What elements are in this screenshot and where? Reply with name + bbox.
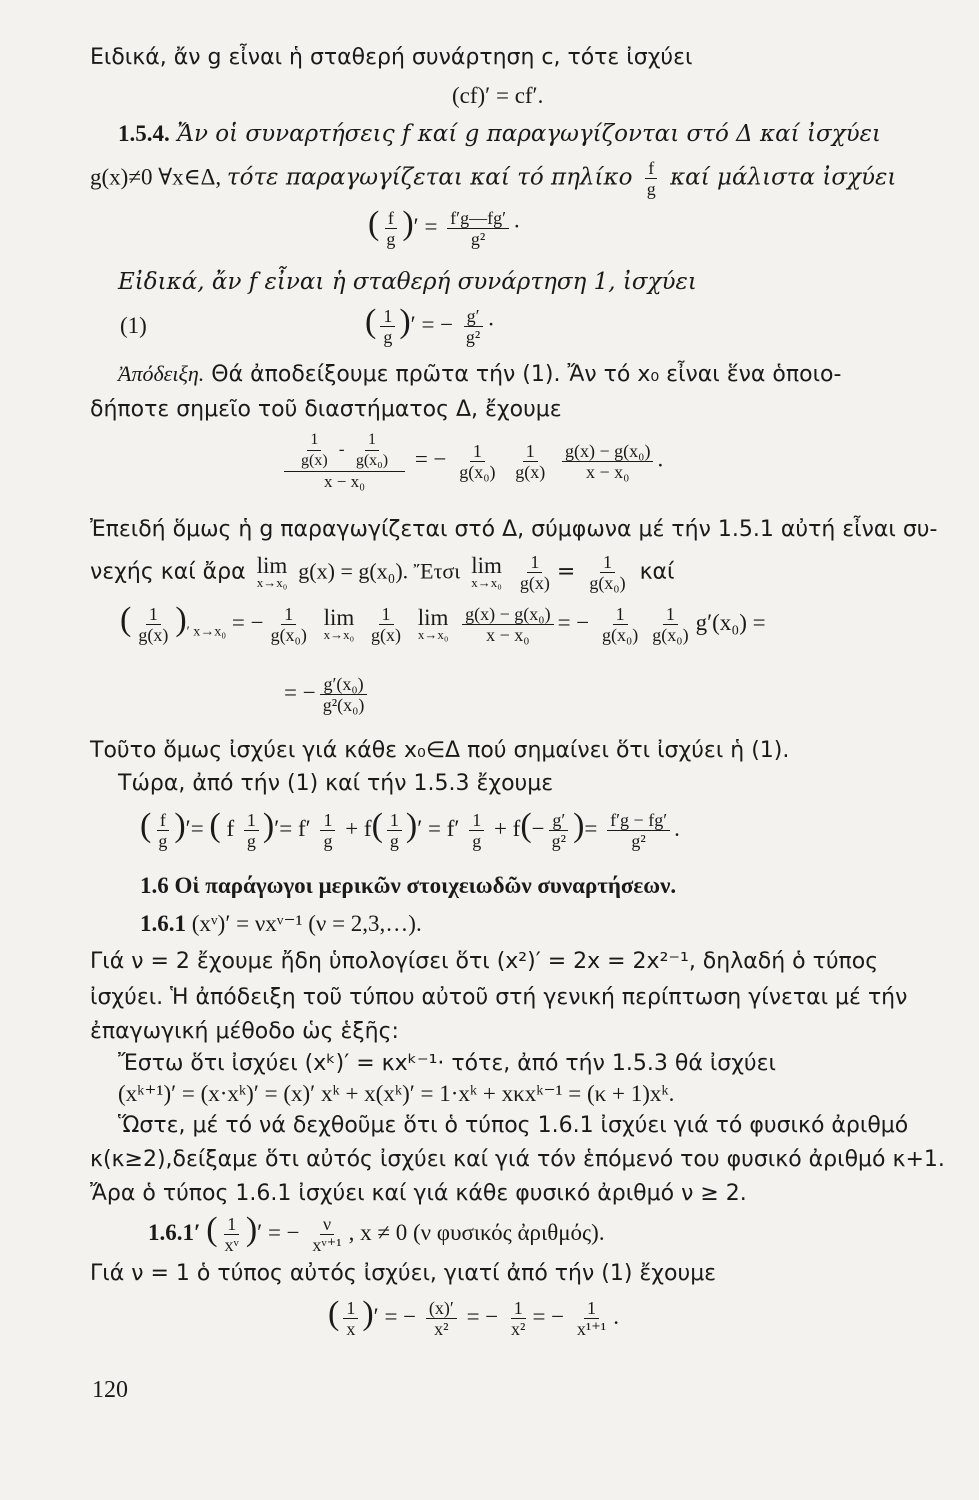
formula-1-6-1-prime: 1.6.1′ ( $\frac{1}{\text{xᵛ}}$ )′ = − $\frac{\nu}{\text{xᵛ⁺¹}}$ , x ≠ 0 (ν φυσικός ἀριθμός).	[148, 1210, 605, 1255]
text: καί	[639, 559, 675, 585]
text-line: Ὥστε, μέ τό νά δεχθοῦμε ὅτι ὁ τύπος 1.6.1 ἰσχύει γιά τό φυσικό ἀριθμό	[118, 1113, 909, 1138]
case-n-1: ( $\frac{1}{x}$ )′ = − $\frac{(x)'}{\text{x²}}$ = − $\frac{1}{\text{x²}}$ = − $\frac{1}{\text{x¹⁺¹}}$ .	[328, 1294, 619, 1339]
text-line: ἰσχύει. Ἡ ἀπόδειξη τοῦ τύπου αὐτοῦ στή γενική περίπτωση γίνεται μέ τήν	[90, 985, 908, 1010]
text: g(x) = g(x₀). Ἔτσι	[298, 558, 461, 584]
text-line: δήποτε σημεῖο τοῦ διαστήματος Δ, ἔχουμε	[90, 397, 562, 422]
difference-quotient: $\frac{1}{g(x)}$ - $\frac{1}{\text{g(x₀)}}$ x − x₀ = − $\frac{1}{\text{g(x₀)}}$ $\frac{1}{g(x)}$ $\frac{\text{g(x) − g(x₀)}}{\text{x − x₀}}$ .	[280, 430, 663, 492]
proof-line	[118, 360, 841, 389]
theorem-text-3: καί μάλιστα ἰσχύει	[670, 164, 897, 191]
text-line: Ἔστω ὅτι ἰσχύει (xᵏ)′ = κxᵏ⁻¹· τότε, ἀπό τήν 1.5.3 θά ἰσχύει	[118, 1051, 776, 1076]
fraction-f-over-g: $\frac{f}{g}$	[646, 158, 656, 199]
continuity-line: νεχής καί ἄρα lim x→x₀ g(x) = g(x₀). Ἔτσι lim x→x₀ $\frac{1}{g(x)}$ = $\frac{1}{\text{g(x₀)}}$ καί	[90, 552, 675, 593]
equation-cf: (cf)′ = cf′.	[452, 83, 544, 108]
derivative-limit: ( $\frac{1}{g(x)}$ )$_{' x\to x_0}$ = − $\frac{1}{\text{g(x₀)}}$ lim x→x₀ $\frac{1}{g(x)}$ lim x→x₀ $\frac{\text{g(x) − g(x₀)}}{\text{x − x₀}}$ = − $\frac{1}{\text{g(x₀)}}$ $\frac{1}{\text{g(x₀)}}$ g′(x₀) =	[120, 600, 766, 645]
proof-label: Ἀπόδειξη.	[118, 361, 205, 386]
formula-number: 1.6.1	[140, 911, 186, 936]
text-line: Γιά ν = 2 ἔχουμε ἤδη ὑπολογίσει ὅτι (x²)′ = 2x = 2x²⁻¹, δηλαδή ὁ τύπος	[90, 949, 879, 974]
quotient-rule: ( $\frac{f}{g}$ )′ = $\frac{f'g—fg'}{\text{g²}}$ ·	[368, 204, 521, 249]
formula: (xᵛ)′ = νxᵛ⁻¹ (ν = 2,3,…).	[191, 911, 422, 936]
text-line: Ἐπειδή ὅμως ἡ g παραγωγίζεται στό Δ, σύμφωνα μέ τήν 1.5.1 αὐτή εἶναι συ-	[90, 517, 938, 542]
page-number: 120	[92, 1377, 128, 1403]
special-case-line: Εἰδικά, ἄν f εἶναι ἡ σταθερή συνάρτηση 1, ἰσχύει	[118, 269, 697, 295]
section-heading: 1.6 Οἱ παράγωγοι μερικῶν στοιχειωδῶν συναρτήσεων.	[140, 873, 677, 898]
theorem-text-2: τότε παραγωγίζεται καί τό πηλίκο	[226, 164, 633, 191]
result: = − $\frac{\text{g′(x₀)}}{\text{g²(x₀)}}$	[284, 674, 371, 715]
quotient-derivation: ( $\frac{f}{g}$ )′= ( f $\frac{1}{g}$ )′= f′ $\frac{1}{g}$ + f( $\frac{1}{g}$ )′ = f′ $\frac{1}{g}$ + f(− $\frac{g'}{\text{g²}}$ )= $\frac{f'g - fg'}{\text{g²}}$ .	[140, 806, 680, 851]
theorem-line-2	[90, 158, 896, 199]
formula-number: 1.6.1′	[148, 1219, 201, 1245]
formula: x ≠ 0 (ν φυσικός ἀριθμός).	[360, 1219, 605, 1245]
theorem-number: 1.5.4.	[118, 121, 170, 146]
condition: g(x)≠0 ∀x∈Δ,	[90, 164, 227, 190]
text-line: Ειδικά, ἄν g εἶναι ἡ σταθερή συνάρτηση c, τότε ἰσχύει	[90, 45, 693, 70]
proof-text: Θά ἀποδείξουμε πρῶτα τήν (1). Ἄν τό x₀ εἶναι ἕνα ὁποιο-	[204, 362, 842, 387]
formula-1-6-1	[140, 910, 422, 938]
text: νεχής καί ἄρα	[90, 559, 246, 585]
induction-step: (xᵏ⁺¹)′ = (x·xᵏ)′ = (x)′ xᵏ + x(xᵏ)′ = 1·xᵏ + xκxᵏ⁻¹ = (κ + 1)xᵏ.	[118, 1081, 675, 1106]
text-line: Γιά ν = 1 ὁ τύπος αὐτός ἰσχύει, γιατί ἀπό τήν (1) ἔχουμε	[90, 1261, 717, 1286]
limit: lim x→x₀	[256, 552, 288, 590]
text-line: Τώρα, ἀπό τήν (1) καί τήν 1.5.3 ἔχουμε	[118, 771, 554, 796]
eq-label-1: (1)	[120, 313, 147, 338]
theorem-line	[118, 120, 881, 148]
text-line: ἐπαγωγική μέθοδο ὡς ἑξῆς:	[90, 1019, 399, 1044]
limit: lim x→x₀	[471, 552, 502, 590]
text-line: κ(κ≥2),δείξαμε ὅτι αὐτός ἰσχύει καί γιά τόν ἑπόμενό του φυσικό ἀριθμό κ+1.	[90, 1147, 945, 1172]
text-line: Ἄρα ὁ τύπος 1.6.1 ἰσχύει καί γιά κάθε φυσικό ἀριθμό ν ≥ 2.	[90, 1181, 747, 1206]
text-line: Τοῦτο ὅμως ἰσχύει γιά κάθε x₀∈Δ πού σημαίνει ὅτι ἰσχύει ἡ (1).	[90, 738, 790, 763]
theorem-text: Ἄν οἱ συναρτήσεις f καί g παραγωγίζονται στό Δ καί ἰσχύει	[177, 121, 881, 147]
reciprocal-rule: ( $\frac{1}{g}$ )′ = − $\frac{g'}{\text{g²}}$ ·	[365, 302, 495, 347]
